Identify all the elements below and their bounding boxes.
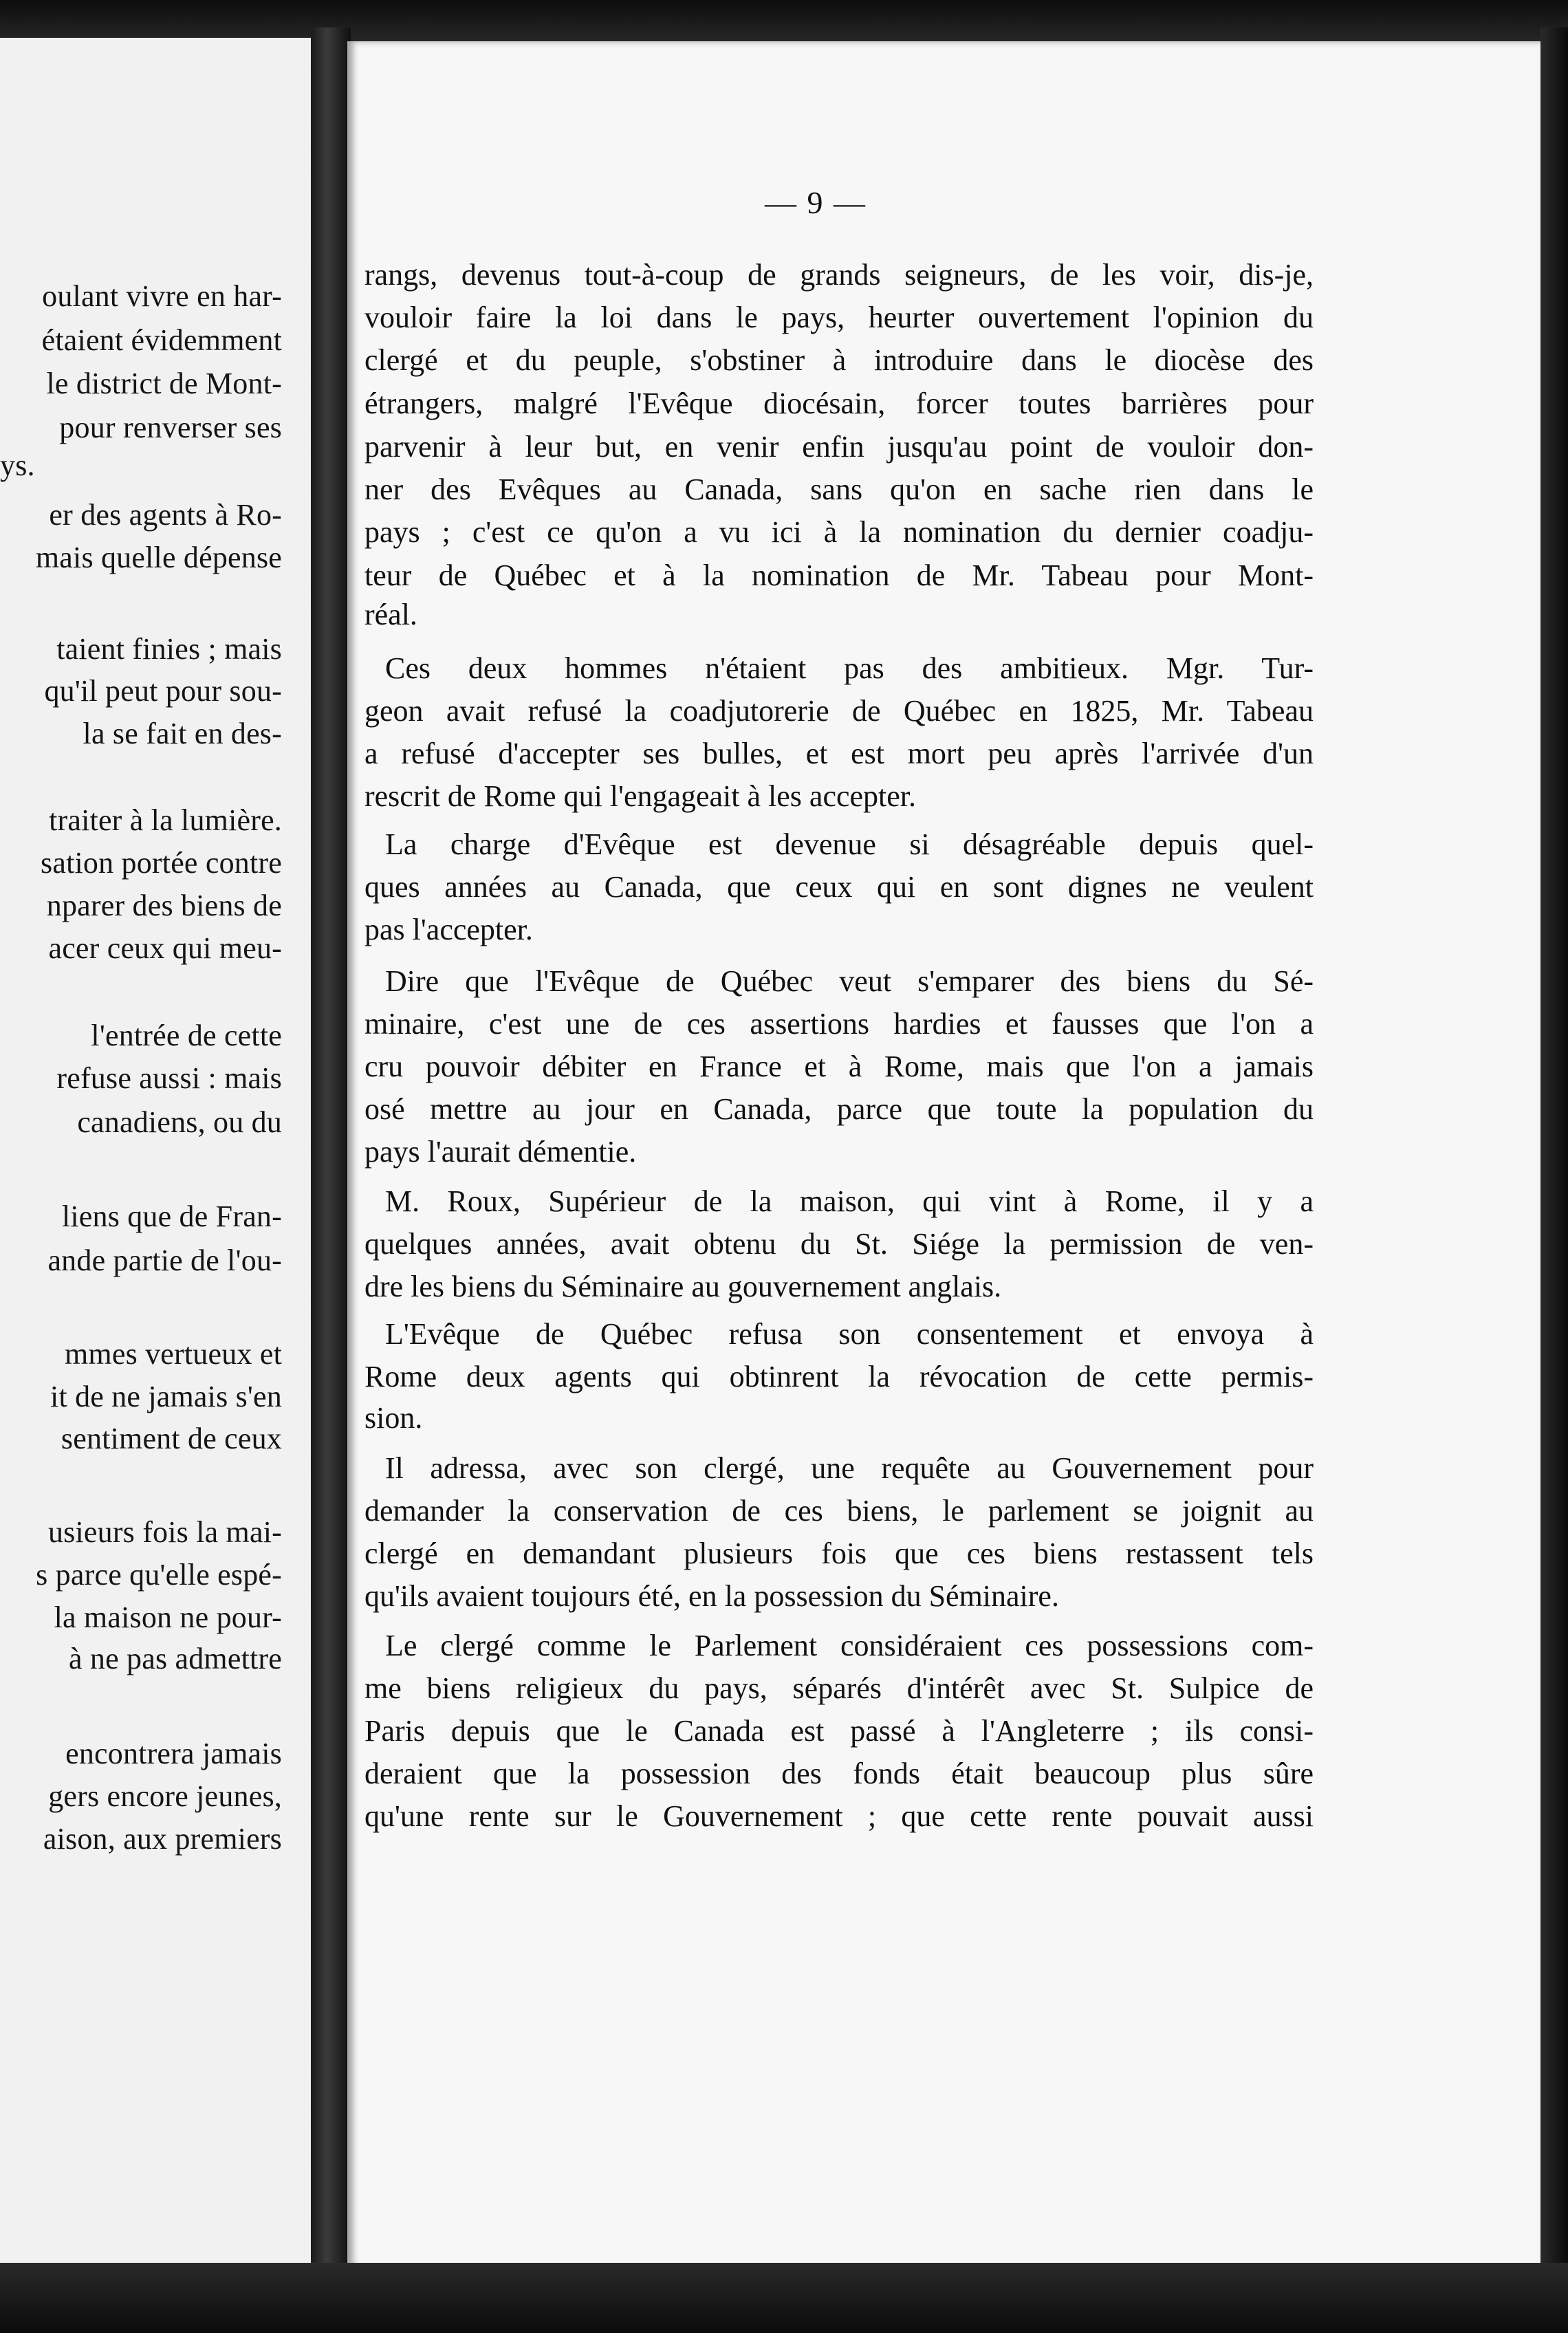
left-page-line: taient finies ; mais — [56, 632, 282, 666]
text-line: L'Evêque de Québec refusa son consentement et envoya à — [385, 1317, 1314, 1351]
left-page-line: mmes vertueux et — [65, 1337, 282, 1371]
text-line: parvenir à leur but, en venir enfin jusqu'au point de vouloir don- — [364, 430, 1314, 464]
text-line: Dire que l'Evêque de Québec veut s'emparer des biens du Sé- — [385, 964, 1314, 998]
left-page-line: nparer des biens de — [46, 889, 282, 922]
text-line: me biens religieux du pays, séparés d'intérêt avec St. Sulpice de — [364, 1671, 1314, 1705]
text-line: clergé et du peuple, s'obstiner à introduire dans le diocèse des — [364, 343, 1314, 377]
left-page-line: étaient évidemment — [41, 323, 282, 357]
text-line: étrangers, malgré l'Evêque diocésain, forcer toutes barrières pour — [364, 387, 1314, 420]
text-line: pays l'aurait démentie. — [364, 1135, 637, 1169]
text-line: minaire, c'est une de ces assertions hardies et fausses que l'on a — [364, 1007, 1314, 1041]
page-number: — 9 — — [765, 185, 867, 220]
scan-edge-bottom — [0, 2263, 1568, 2333]
text-line: demander la conservation de ces biens, le parlement se joignit au — [364, 1494, 1314, 1528]
left-page-line: qu'il peut pour sou- — [44, 674, 282, 708]
text-line: qu'une rente sur le Gouvernement ; que cette rente pouvait aussi — [364, 1799, 1314, 1833]
text-line: dre les biens du Séminaire au gouvernement anglais. — [364, 1270, 1002, 1303]
left-page-line: traiter à la lumière. — [49, 803, 282, 837]
left-page-line: sentiment de ceux — [61, 1422, 282, 1455]
left-page-line: ande partie de l'ou- — [47, 1244, 282, 1277]
text-line: cru pouvoir débiter en France et à Rome, mais que l'on a jamais — [364, 1050, 1314, 1083]
left-page-line: la maison ne pour- — [54, 1600, 282, 1634]
left-page-line: liens que de Fran- — [61, 1200, 282, 1233]
left-page-line: aison, aux premiers — [43, 1822, 282, 1856]
text-line: Rome deux agents qui obtinrent la révocation de cette permis- — [364, 1360, 1314, 1393]
left-page-line: à ne pas admettre — [68, 1642, 282, 1675]
left-page-line: er des agents à Ro- — [49, 498, 282, 532]
text-line: deraient que la possession des fonds était beaucoup plus sûre — [364, 1757, 1314, 1790]
left-page-line: pour renverser ses — [59, 411, 282, 444]
text-line: pays ; c'est ce qu'on a vu ici à la nomination du dernier coadju- — [364, 515, 1314, 549]
text-line: Ces deux hommes n'étaient pas des ambitieux. Mgr. Tur- — [385, 651, 1314, 685]
text-line: pas l'accepter. — [364, 913, 533, 946]
text-line: rangs, devenus tout-à-coup de grands seigneurs, de les voir, dis-je, — [364, 258, 1314, 292]
text-line: Le clergé comme le Parlement considéraient ces possessions com- — [385, 1629, 1314, 1662]
left-page-line: acer ceux qui meu- — [48, 931, 282, 965]
text-line: qu'ils avaient toujours été, en la possession du Séminaire. — [364, 1579, 1059, 1613]
text-line: La charge d'Evêque est devenue si désagréable depuis quel- — [385, 827, 1314, 861]
left-page-line: refuse aussi : mais — [56, 1061, 282, 1095]
text-line: M. Roux, Supérieur de la maison, qui vint à Rome, il y a — [385, 1184, 1314, 1218]
text-line: sion. — [364, 1401, 423, 1435]
text-line: rescrit de Rome qui l'engageait à les accepter. — [364, 779, 917, 813]
left-page-line: mais quelle dépense — [35, 541, 282, 574]
text-line: ner des Evêques au Canada, sans qu'on en sache rien dans le — [364, 473, 1314, 506]
text-line: Paris depuis que le Canada est passé à l'Angleterre ; ils consi- — [364, 1714, 1314, 1748]
left-page-line: ys. — [0, 448, 35, 482]
text-line: osé mettre au jour en Canada, parce que toute la population du — [364, 1092, 1314, 1126]
left-page-line: s parce qu'elle espé- — [36, 1558, 282, 1592]
left-page-line: oulant vivre en har- — [42, 279, 282, 313]
left-page-line: it de ne jamais s'en — [50, 1380, 282, 1413]
text-line: ques années au Canada, que ceux qui en sont dignes ne veulent — [364, 870, 1314, 904]
left-page-line: canadiens, ou du — [77, 1105, 282, 1139]
left-page-line: encontrera jamais — [65, 1737, 282, 1770]
text-line: Il adressa, avec son clergé, une requête au Gouvernement pour — [385, 1451, 1314, 1485]
text-line: a refusé d'accepter ses bulles, et est mort peu après l'arrivée d'un — [364, 737, 1314, 770]
left-page-line: l'entrée de cette — [91, 1019, 282, 1052]
text-line: geon avait refusé la coadjutorerie de Québec en 1825, Mr. Tabeau — [364, 694, 1314, 728]
left-page-line: la se fait en des- — [83, 717, 282, 750]
text-line: réal. — [364, 598, 417, 631]
text-line: vouloir faire la loi dans le pays, heurter ouvertement l'opinion du — [364, 301, 1314, 334]
text-line: clergé en demandant plusieurs fois que ces biens restassent tels — [364, 1537, 1314, 1570]
left-page-line: sation portée contre — [41, 846, 282, 880]
text-line: quelques années, avait obtenu du St. Siége la permission de ven- — [364, 1227, 1314, 1261]
left-page-line: le district de Mont- — [46, 367, 282, 400]
left-page-line: usieurs fois la mai- — [47, 1515, 282, 1549]
text-line: teur de Québec et à la nomination de Mr. Tabeau pour Mont- — [364, 558, 1314, 592]
left-page-line: gers encore jeunes, — [48, 1779, 282, 1813]
